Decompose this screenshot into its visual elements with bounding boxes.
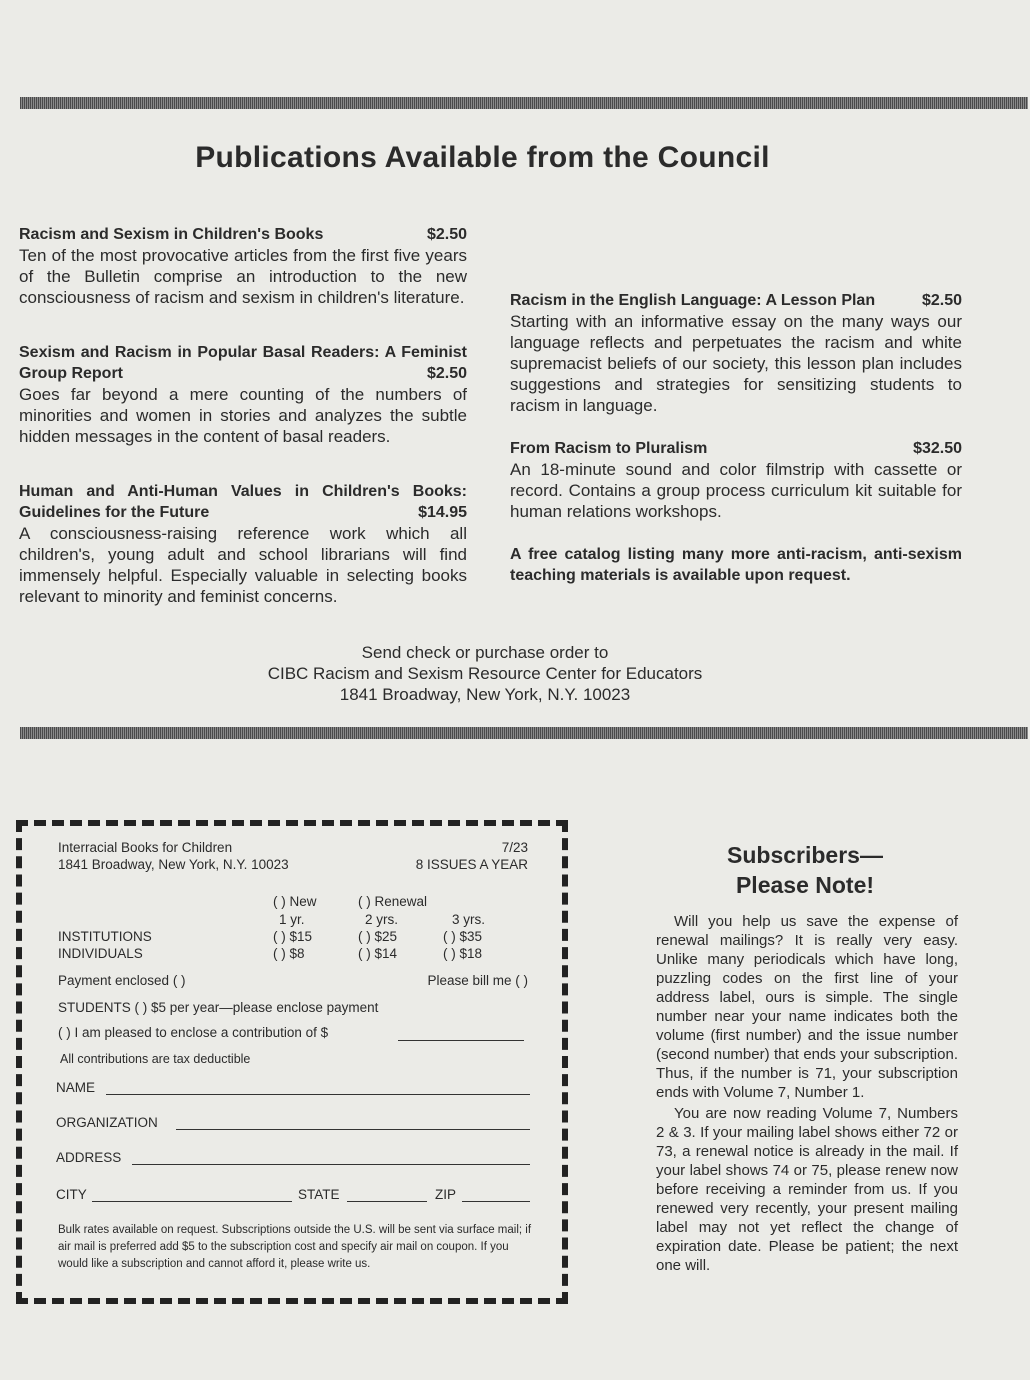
renewal-checkbox[interactable]: ( ) Renewal [358, 894, 428, 909]
bill-me-checkbox[interactable]: Please bill me ( ) [427, 973, 528, 988]
top-rule [20, 97, 1028, 109]
send-line-2: CIBC Racism and Sexism Resource Center for Educators [267, 664, 703, 683]
publication-4 [510, 290, 962, 416]
coupon-org: Interracial Books for Children [58, 840, 233, 855]
publication-description: An 18-minute sound and color filmstrip with cassette or record. Contains a group process curriculum kit suitable for human relations workshops. [510, 460, 962, 521]
free-catalog-note: A free catalog listing many more anti-racism, anti-sexism teaching materials is available upon request. [510, 546, 962, 584]
organization-label: ORGANIZATION [56, 1115, 158, 1130]
address-field[interactable] [132, 1164, 530, 1165]
inst-price-2yrs[interactable]: ( ) $25 [358, 929, 398, 944]
subscribers-note-title [655, 840, 955, 900]
contribution-label: ( ) I am pleased to enclose a contribution of $ [58, 1025, 329, 1040]
contribution-field[interactable] [398, 1040, 524, 1041]
institutions-label: INSTITUTIONS [58, 929, 152, 944]
inst-price-3yrs[interactable]: ( ) $35 [443, 929, 483, 944]
note-paragraph-2: You are now reading Volume 7, Numbers 2 & 3. If your mailing label shows either 72 or 73, a renewal notice is already in the mail. If your label shows 74 or 75, please renew now before receiving a reminder from us. If you renewed very recently, your present mailing label may not yet reflect the change of expiration date. Please be patient; the next one will. [656, 1105, 958, 1274]
page-title: Publications Available from the Council [195, 141, 770, 174]
term-3yrs: 3 yrs. [452, 912, 486, 927]
send-line-1: Send check or purchase order to [361, 643, 609, 662]
city-label: CITY [56, 1187, 87, 1202]
city-field[interactable] [92, 1201, 292, 1202]
note-title-line-1: Subscribers— [727, 842, 883, 868]
students-checkbox[interactable]: STUDENTS ( ) $5 per year—please enclose payment [58, 1000, 379, 1015]
note-title-line-2: Please Note! [735, 872, 875, 898]
coupon-address: 1841 Broadway, New York, N.Y. 10023 [58, 857, 289, 872]
publication-description: Goes far beyond a mere counting of the numbers of minorities and women in stories and analyzes the subtle hidden messages in the content of basal readers. [19, 385, 467, 446]
publication-price: $2.50 [426, 365, 467, 382]
address-label: ADDRESS [56, 1150, 122, 1165]
zip-label: ZIP [435, 1187, 457, 1202]
individuals-label: INDIVIDUALS [58, 946, 143, 961]
right-column [510, 290, 962, 586]
publication-title: Racism in the English Language: A Lesson Plan [510, 292, 876, 309]
publication-description: Starting with an informative essay on the many ways our language reflects and perpetuates the racism and white supremacist beliefs of our society, this lesson plan includes suggestions and strategies for sensitizing students to racism in language. [510, 312, 962, 415]
coupon-fine-print: Bulk rates available on request. Subscriptions outside the U.S. will be sent via surface mail; if air mail is preferred add $5 to the subscription cost and specify air mail on coupon. If you would like a subscription and cannot afford it, please write us. [58, 1224, 532, 1270]
coupon-code: 7/23 [501, 840, 528, 855]
state-field[interactable] [347, 1201, 427, 1202]
publication-price: $14.95 [418, 504, 467, 521]
term-1yr: 1 yr. [279, 912, 305, 927]
publication-price: $32.50 [913, 440, 962, 457]
indiv-price-1yr[interactable]: ( ) $8 [273, 946, 305, 961]
indiv-price-3yrs[interactable]: ( ) $18 [443, 946, 483, 961]
send-to-block [0, 642, 970, 705]
term-2yrs: 2 yrs. [365, 912, 399, 927]
middle-rule [20, 727, 1028, 739]
publication-title: Sexism and Racism in Popular Basal Readers: A Feminist Group Report [19, 344, 467, 382]
name-label: NAME [56, 1080, 96, 1095]
publication-2 [19, 342, 467, 447]
payment-enclosed-checkbox[interactable]: Payment enclosed ( ) [58, 973, 186, 988]
publication-3 [19, 481, 467, 607]
tax-note: All contributions are tax deductible [60, 1052, 251, 1066]
note-paragraph-1: Will you help us save the expense of renewal mailings? It is really very easy. Unlike many periodicals which have long, puzzling codes on the first line of your address label, ours is simple. The single number near your name indicates both the volume (first number) and the issue number (second number) that ends your subscription. Thus, if the number is 71, your subscription ends with Volume 7, Number 1. [656, 913, 958, 1101]
publication-title: From Racism to Pluralism [510, 440, 708, 457]
state-label: STATE [298, 1187, 340, 1202]
publication-description: Ten of the most provocative articles from the first five years of the Bulletin comprise an introduction to the new consciousness of racism and sexism in children's literature. [19, 246, 467, 307]
inst-price-1yr[interactable]: ( ) $15 [273, 929, 313, 944]
publication-description: A consciousness-raising reference work which all children's, young adult and school librarians will find immensely helpful. Especially valuable in selecting books relevant to minority and feminist concerns. [19, 524, 467, 606]
left-column [19, 224, 467, 607]
publication-price: $2.50 [921, 292, 962, 309]
publication-1 [19, 224, 467, 308]
zip-field[interactable] [462, 1201, 530, 1202]
publication-price: $2.50 [426, 226, 467, 243]
new-checkbox[interactable]: ( ) New [273, 894, 317, 909]
name-field[interactable] [106, 1094, 530, 1095]
indiv-price-2yrs[interactable]: ( ) $14 [358, 946, 398, 961]
organization-field[interactable] [176, 1129, 530, 1130]
publication-title: Racism and Sexism in Children's Books [19, 226, 324, 243]
send-line-3: 1841 Broadway, New York, N.Y. 10023 [339, 685, 631, 704]
publication-title: Human and Anti-Human Values in Children's Books: Guidelines for the Future [19, 483, 467, 521]
publication-5 [510, 438, 962, 522]
subscribers-note [656, 912, 958, 1275]
subscription-coupon [16, 820, 568, 1304]
coupon-issues: 8 ISSUES A YEAR [415, 857, 528, 872]
